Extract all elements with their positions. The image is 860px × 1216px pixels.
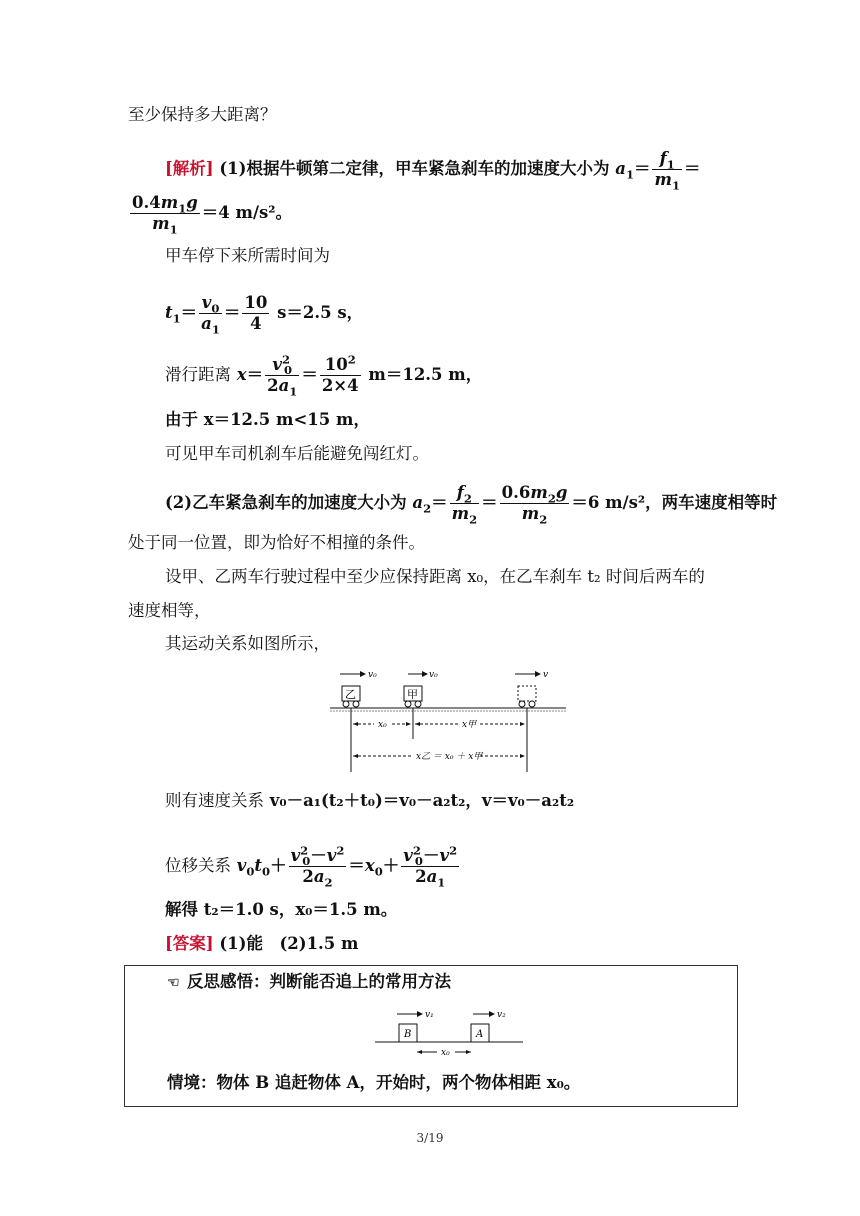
- object-b-label: B: [404, 1029, 412, 1040]
- scenario-text: 情境：物体 B 追赶物体 A，开始时，两个物体相距 x₀。: [167, 1073, 581, 1092]
- intro-text: 至少保持多大距离？: [128, 105, 277, 124]
- fraction-f1-m1: $\frac{f_1}{m_1}$: [654, 149, 680, 193]
- stop-time-intro: 甲车停下来所需时间为: [165, 246, 330, 265]
- displacement-relation: 位移关系 $v_0t_0+$ $\frac{v^2_0-v^2}{2a_2}$ $=x_0+$ $\frac{v^2_0-v^2}{2a_1}$: [165, 843, 458, 890]
- conclusion-text: 可见甲车司机刹车后能避免闯红灯。: [165, 444, 429, 463]
- acceleration-result-1: $\frac{0.4m_1g}{m_1}$ ＝4 m/s²。: [132, 193, 293, 237]
- v0-label-yi: v₀: [368, 670, 377, 680]
- v2-label: v₂: [497, 1010, 506, 1020]
- object-a-label: A: [476, 1029, 484, 1040]
- condition-text: 处于同一位置，即为恰好不相撞的条件。: [128, 533, 425, 552]
- motion-diagram: [330, 664, 570, 774]
- part2-line: (2)乙车紧急刹车的加速度大小为 $a_2=$ $\frac{f_2}{m_2}$ ＝ $\frac{0.6m_2g}{m_2}$ ＝6 m/s²，两车速度相等时: [165, 483, 778, 527]
- answer-line: [165, 933, 358, 955]
- reflection-title: ☜ 反思感悟：判断能否追上的常用方法: [167, 971, 451, 994]
- chase-diagram: [375, 1008, 525, 1058]
- analysis-line-1: [解析] (1)根据牛顿第二定律，甲车紧急刹车的加速度大小为 $a_1=$ $\frac{f_1}{m_1}$ ＝: [165, 149, 701, 193]
- car-yi-label: 乙: [345, 688, 356, 701]
- car-jia-label: 甲: [407, 688, 418, 701]
- setup-text-cont: 速度相等，: [128, 601, 211, 620]
- car-final-position: [518, 686, 536, 701]
- stop-time-equation: $t_1=$ $\frac{v_0}{a_1}$ ＝ $\frac{10}{4}$ s＝2.5 s，: [165, 293, 364, 337]
- v1-label: v₁: [425, 1010, 434, 1020]
- analysis-tag: [解析]: [165, 159, 214, 178]
- solution-text: 解得 t₂＝1.0 s，x₀＝1.5 m。: [165, 900, 398, 919]
- comparison-text: 由于 x＝12.5 m<15 m，: [165, 410, 370, 429]
- x0-label: x₀: [378, 720, 387, 730]
- v-label: v: [543, 670, 549, 680]
- hand-icon: ☜: [167, 975, 180, 991]
- setup-text: 设甲、乙两车行驶过程中至少应保持距离 x₀，在乙车刹车 t₂ 时间后两车的: [165, 567, 705, 586]
- page-number: 3/19: [416, 1131, 444, 1145]
- v0-label-jia: v₀: [429, 670, 438, 680]
- velocity-relation: 则有速度关系 v₀－a₁(t₂＋t₀)＝v₀－a₂t₂，v＝v₀－a₂t₂: [165, 791, 575, 810]
- answer-value: (1)能 (2)1.5 m: [219, 934, 359, 953]
- x-yi-label: x乙 ＝ x₀ ＋ x甲: [416, 752, 483, 762]
- reflection-box: [124, 965, 738, 1107]
- sliding-distance-equation: 滑行距离 x＝ $\frac{v^2_0}{2a_1}$ ＝ $\frac{10^2}{2\times 4}$ m＝12.5 m，: [165, 352, 483, 399]
- x-jia-label: x甲: [462, 720, 477, 730]
- x0-gap-label: x₀: [441, 1048, 450, 1058]
- part1-lead: (1)根据牛顿第二定律，甲车紧急刹车的加速度大小为: [219, 159, 610, 178]
- answer-tag: [答案]: [165, 934, 214, 953]
- figure-intro: 其运动关系如图所示，: [165, 634, 330, 653]
